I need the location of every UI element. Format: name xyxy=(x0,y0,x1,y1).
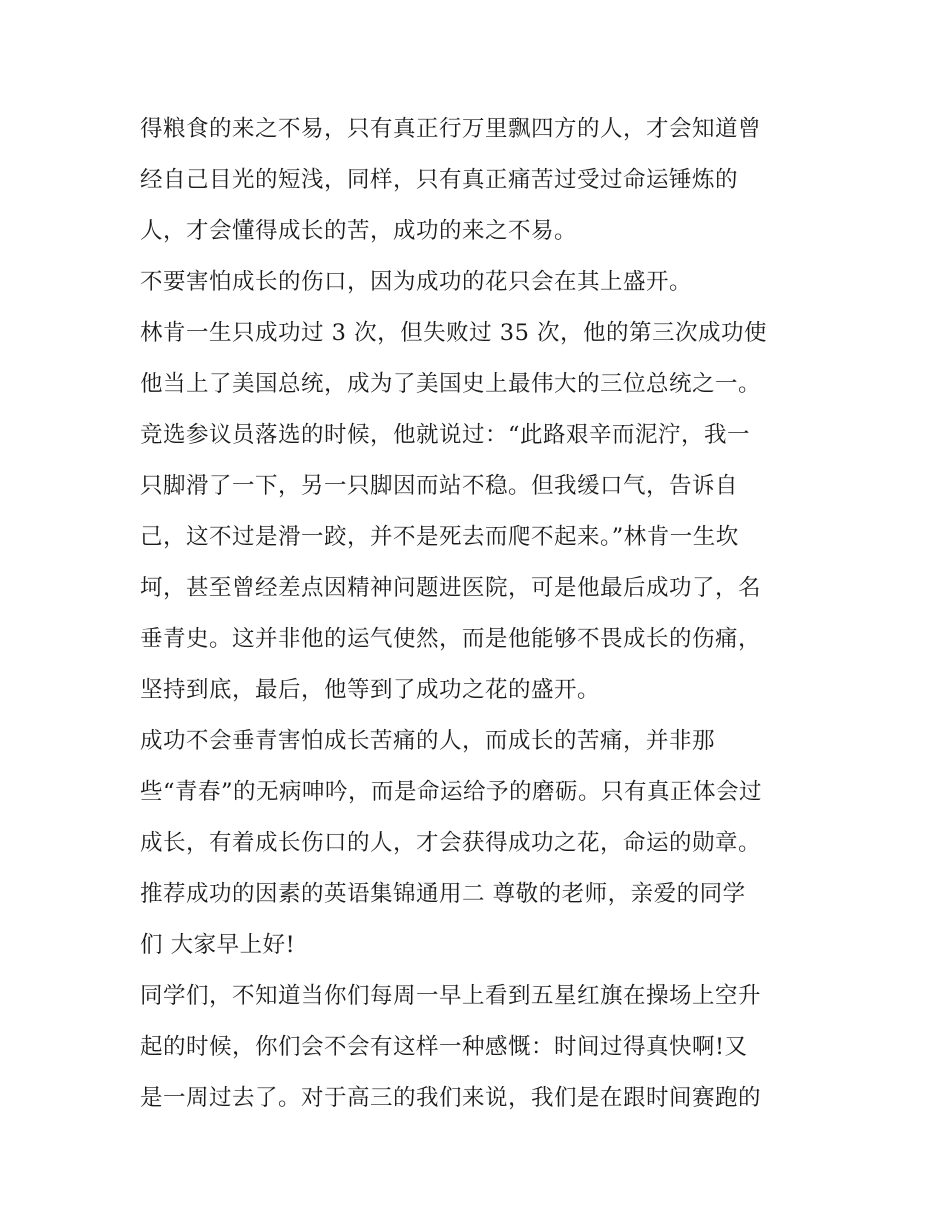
text-line-9: 己，这不过是滑一跤，并不是死去而爬不起来。”林肯一生坎 xyxy=(140,524,739,550)
text-line-20: 是一周过去了。对于高三的我们来说，我们是在跟时间赛跑的 xyxy=(140,1085,762,1111)
text-line-15: 成长，有着成长伤口的人，才会获得成功之花，命运的勋章。 xyxy=(140,830,762,856)
text-line-12: 坚持到底，最后，他等到了成功之花的盛开。 xyxy=(140,677,601,703)
text-line-3: 人，才会懂得成长的苦，成功的来之不易。 xyxy=(140,218,578,244)
text-line-10: 坷，甚至曾经差点因精神问题进医院，可是他最后成功了，名 xyxy=(140,575,762,601)
text-line-7: 竞选参议员落选的时候，他就说过：“此路艰辛而泥泞，我一 xyxy=(140,422,751,448)
text-line-18: 同学们，不知道当你们每周一早上看到五星红旗在操场上空升 xyxy=(140,983,762,1009)
text-line-19: 起的时候，你们会不会有这样一种感慨：时间过得真快啊!又 xyxy=(140,1034,748,1060)
text-line-16: 推荐成功的因素的英语集锦通用二 尊敬的老师，亲爱的同学 xyxy=(140,881,746,907)
text-line-14: 些“青春”的无病呻吟，而是命运给予的磨砺。只有真正体会过 xyxy=(140,779,763,805)
document-body xyxy=(140,104,820,1124)
text-line-6: 他当上了美国总统，成为了美国史上最伟大的三位总统之一。 xyxy=(140,371,762,397)
text-line-4: 不要害怕成长的伤口，因为成功的花只会在其上盛开。 xyxy=(140,269,693,295)
text-line-2: 经自己目光的短浅，同样，只有真正痛苦过受过命运锤炼的 xyxy=(140,167,739,193)
text-line-5: 林肯一生只成功过 3 次，但失败过 35 次，他的第三次成功使 xyxy=(140,320,768,346)
text-line-1: 得粮食的来之不易，只有真正行万里飘四方的人，才会知道曾 xyxy=(140,116,762,142)
text-line-11: 垂青史。这并非他的运气使然，而是他能够不畏成长的伤痛， xyxy=(140,626,762,652)
text-line-13: 成功不会垂青害怕成长苦痛的人，而成长的苦痛，并非那 xyxy=(140,728,716,754)
text-line-8: 只脚滑了一下，另一只脚因而站不稳。但我缓口气，告诉自 xyxy=(140,473,739,499)
text-line-17: 们 大家早上好! xyxy=(140,932,296,958)
